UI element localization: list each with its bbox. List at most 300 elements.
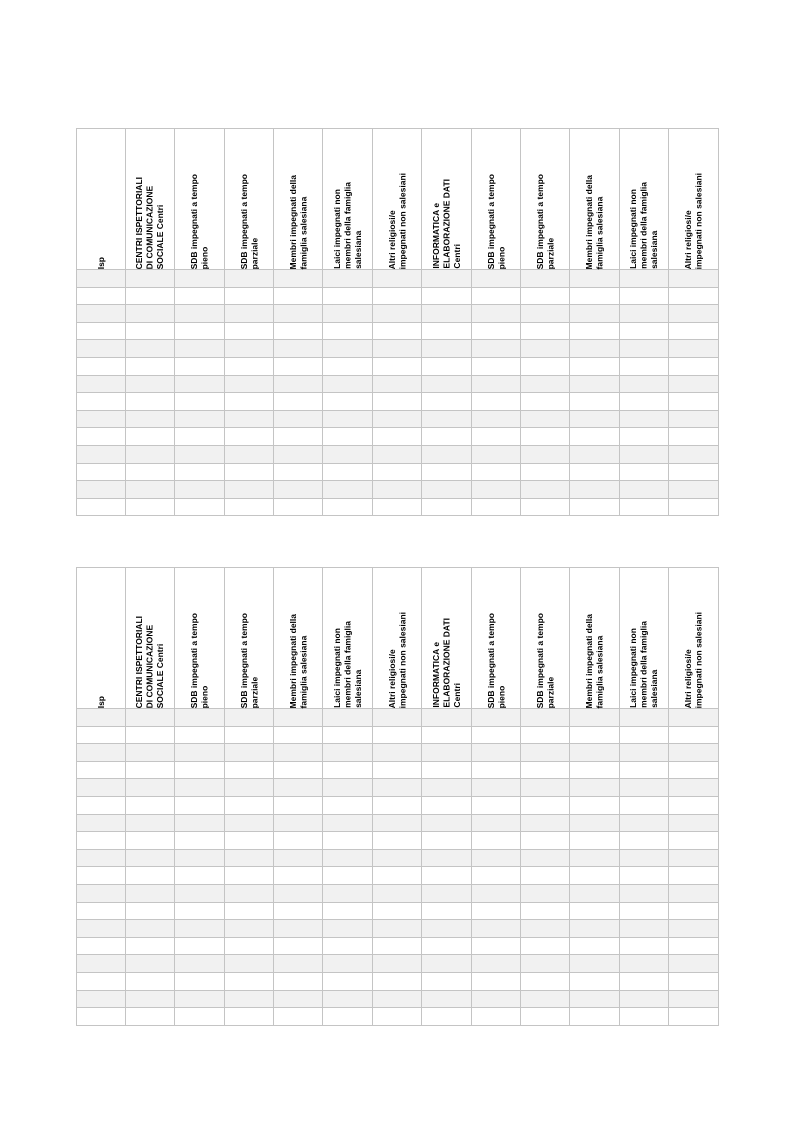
table-cell[interactable] — [373, 340, 422, 358]
table-cell[interactable] — [323, 305, 373, 323]
table-cell[interactable] — [323, 761, 373, 779]
table-cell[interactable] — [225, 322, 274, 340]
table-cell[interactable] — [225, 1008, 274, 1026]
table-cell[interactable] — [521, 814, 570, 832]
table-cell[interactable] — [422, 393, 472, 411]
table-cell[interactable] — [570, 814, 620, 832]
table-cell[interactable] — [175, 357, 225, 375]
table-cell[interactable] — [77, 481, 126, 499]
table-cell[interactable] — [570, 1008, 620, 1026]
table-cell[interactable] — [323, 410, 373, 428]
table-cell[interactable] — [373, 481, 422, 499]
table-cell[interactable] — [570, 796, 620, 814]
table-cell[interactable] — [472, 305, 521, 323]
table-cell[interactable] — [669, 902, 719, 920]
table-cell[interactable] — [521, 884, 570, 902]
table-cell[interactable] — [472, 428, 521, 446]
table-cell[interactable] — [422, 990, 472, 1008]
table-cell[interactable] — [422, 937, 472, 955]
table-cell[interactable] — [274, 761, 323, 779]
table-cell[interactable] — [274, 410, 323, 428]
table-cell[interactable] — [323, 955, 373, 973]
table-cell[interactable] — [669, 270, 719, 288]
table-cell[interactable] — [570, 287, 620, 305]
table-cell[interactable] — [620, 814, 669, 832]
table-cell[interactable] — [570, 779, 620, 797]
table-cell[interactable] — [669, 375, 719, 393]
table-cell[interactable] — [323, 726, 373, 744]
table-cell[interactable] — [274, 287, 323, 305]
table-cell[interactable] — [521, 270, 570, 288]
table-cell[interactable] — [126, 463, 175, 481]
table-cell[interactable] — [77, 920, 126, 938]
table-cell[interactable] — [521, 322, 570, 340]
table-cell[interactable] — [521, 393, 570, 411]
table-cell[interactable] — [570, 375, 620, 393]
table-cell[interactable] — [422, 814, 472, 832]
table-cell[interactable] — [422, 375, 472, 393]
table-cell[interactable] — [225, 796, 274, 814]
table-cell[interactable] — [77, 867, 126, 885]
table-cell[interactable] — [225, 393, 274, 411]
table-cell[interactable] — [669, 393, 719, 411]
table-cell[interactable] — [669, 428, 719, 446]
table-cell[interactable] — [570, 322, 620, 340]
table-cell[interactable] — [126, 1008, 175, 1026]
table-cell[interactable] — [77, 393, 126, 411]
table-cell[interactable] — [373, 884, 422, 902]
table-cell[interactable] — [373, 305, 422, 323]
table-cell[interactable] — [472, 920, 521, 938]
table-cell[interactable] — [373, 709, 422, 727]
table-cell[interactable] — [274, 937, 323, 955]
table-cell[interactable] — [570, 357, 620, 375]
table-cell[interactable] — [323, 849, 373, 867]
table-cell[interactable] — [175, 814, 225, 832]
table-cell[interactable] — [422, 709, 472, 727]
table-cell[interactable] — [472, 375, 521, 393]
table-cell[interactable] — [422, 726, 472, 744]
table-cell[interactable] — [323, 463, 373, 481]
table-cell[interactable] — [77, 990, 126, 1008]
table-cell[interactable] — [422, 428, 472, 446]
table-cell[interactable] — [570, 990, 620, 1008]
table-cell[interactable] — [225, 270, 274, 288]
table-cell[interactable] — [126, 340, 175, 358]
table-cell[interactable] — [77, 463, 126, 481]
table-cell[interactable] — [373, 955, 422, 973]
table-cell[interactable] — [225, 990, 274, 1008]
table-cell[interactable] — [323, 990, 373, 1008]
table-cell[interactable] — [225, 463, 274, 481]
table-cell[interactable] — [620, 726, 669, 744]
table-cell[interactable] — [521, 305, 570, 323]
table-cell[interactable] — [373, 410, 422, 428]
table-cell[interactable] — [126, 375, 175, 393]
table-cell[interactable] — [669, 937, 719, 955]
table-cell[interactable] — [669, 481, 719, 499]
table-cell[interactable] — [422, 796, 472, 814]
table-cell[interactable] — [669, 832, 719, 850]
table-cell[interactable] — [77, 1008, 126, 1026]
table-cell[interactable] — [570, 832, 620, 850]
table-cell[interactable] — [175, 955, 225, 973]
table-cell[interactable] — [669, 920, 719, 938]
table-cell[interactable] — [472, 726, 521, 744]
table-cell[interactable] — [373, 867, 422, 885]
table-cell[interactable] — [274, 867, 323, 885]
table-cell[interactable] — [422, 357, 472, 375]
table-cell[interactable] — [225, 709, 274, 727]
table-cell[interactable] — [77, 287, 126, 305]
table-cell[interactable] — [422, 305, 472, 323]
table-cell[interactable] — [472, 322, 521, 340]
table-cell[interactable] — [274, 884, 323, 902]
table-cell[interactable] — [77, 445, 126, 463]
table-cell[interactable] — [373, 779, 422, 797]
table-cell[interactable] — [669, 357, 719, 375]
table-cell[interactable] — [472, 867, 521, 885]
table-cell[interactable] — [373, 270, 422, 288]
table-cell[interactable] — [570, 428, 620, 446]
table-cell[interactable] — [225, 779, 274, 797]
table-cell[interactable] — [77, 305, 126, 323]
table-cell[interactable] — [521, 1008, 570, 1026]
table-cell[interactable] — [274, 744, 323, 762]
table-cell[interactable] — [422, 761, 472, 779]
table-cell[interactable] — [570, 726, 620, 744]
table-cell[interactable] — [669, 1008, 719, 1026]
table-cell[interactable] — [422, 849, 472, 867]
table-cell[interactable] — [472, 849, 521, 867]
table-cell[interactable] — [620, 902, 669, 920]
table-cell[interactable] — [669, 955, 719, 973]
table-cell[interactable] — [472, 972, 521, 990]
table-cell[interactable] — [126, 305, 175, 323]
table-cell[interactable] — [225, 902, 274, 920]
table-cell[interactable] — [570, 902, 620, 920]
table-cell[interactable] — [323, 375, 373, 393]
table-cell[interactable] — [570, 445, 620, 463]
table-cell[interactable] — [274, 972, 323, 990]
table-cell[interactable] — [620, 393, 669, 411]
table-cell[interactable] — [126, 410, 175, 428]
table-cell[interactable] — [323, 1008, 373, 1026]
table-cell[interactable] — [620, 796, 669, 814]
table-cell[interactable] — [175, 972, 225, 990]
table-cell[interactable] — [77, 744, 126, 762]
table-cell[interactable] — [126, 937, 175, 955]
table-cell[interactable] — [373, 357, 422, 375]
table-cell[interactable] — [225, 410, 274, 428]
table-cell[interactable] — [274, 357, 323, 375]
table-cell[interactable] — [274, 322, 323, 340]
table-cell[interactable] — [620, 761, 669, 779]
table-cell[interactable] — [175, 779, 225, 797]
table-cell[interactable] — [77, 884, 126, 902]
table-cell[interactable] — [323, 884, 373, 902]
table-cell[interactable] — [620, 937, 669, 955]
table-cell[interactable] — [175, 410, 225, 428]
table-cell[interactable] — [274, 393, 323, 411]
table-cell[interactable] — [472, 902, 521, 920]
table-cell[interactable] — [323, 832, 373, 850]
table-cell[interactable] — [570, 410, 620, 428]
table-cell[interactable] — [422, 744, 472, 762]
table-cell[interactable] — [570, 744, 620, 762]
table-cell[interactable] — [521, 287, 570, 305]
table-cell[interactable] — [175, 340, 225, 358]
table-cell[interactable] — [422, 902, 472, 920]
table-cell[interactable] — [620, 322, 669, 340]
table-cell[interactable] — [77, 709, 126, 727]
table-cell[interactable] — [373, 937, 422, 955]
table-cell[interactable] — [472, 357, 521, 375]
table-cell[interactable] — [225, 305, 274, 323]
table-cell[interactable] — [323, 287, 373, 305]
table-cell[interactable] — [521, 796, 570, 814]
table-cell[interactable] — [77, 270, 126, 288]
table-cell[interactable] — [126, 270, 175, 288]
table-cell[interactable] — [422, 955, 472, 973]
table-cell[interactable] — [422, 884, 472, 902]
table-cell[interactable] — [373, 375, 422, 393]
table-cell[interactable] — [521, 761, 570, 779]
table-cell[interactable] — [373, 1008, 422, 1026]
table-cell[interactable] — [521, 832, 570, 850]
table-cell[interactable] — [570, 920, 620, 938]
table-cell[interactable] — [620, 463, 669, 481]
table-cell[interactable] — [274, 1008, 323, 1026]
table-cell[interactable] — [175, 498, 225, 516]
table-cell[interactable] — [472, 709, 521, 727]
table-cell[interactable] — [175, 884, 225, 902]
table-cell[interactable] — [175, 744, 225, 762]
table-cell[interactable] — [225, 744, 274, 762]
table-cell[interactable] — [126, 867, 175, 885]
table-cell[interactable] — [472, 814, 521, 832]
table-cell[interactable] — [126, 849, 175, 867]
table-cell[interactable] — [521, 902, 570, 920]
table-cell[interactable] — [323, 481, 373, 499]
table-cell[interactable] — [274, 814, 323, 832]
table-cell[interactable] — [77, 937, 126, 955]
table-cell[interactable] — [175, 937, 225, 955]
table-cell[interactable] — [373, 761, 422, 779]
table-cell[interactable] — [669, 709, 719, 727]
table-cell[interactable] — [77, 972, 126, 990]
table-cell[interactable] — [77, 796, 126, 814]
table-cell[interactable] — [126, 393, 175, 411]
table-cell[interactable] — [77, 955, 126, 973]
table-cell[interactable] — [225, 955, 274, 973]
table-cell[interactable] — [669, 744, 719, 762]
table-cell[interactable] — [373, 744, 422, 762]
table-cell[interactable] — [77, 726, 126, 744]
table-cell[interactable] — [669, 726, 719, 744]
table-cell[interactable] — [521, 357, 570, 375]
table-cell[interactable] — [126, 779, 175, 797]
table-cell[interactable] — [373, 902, 422, 920]
table-cell[interactable] — [323, 920, 373, 938]
table-cell[interactable] — [521, 445, 570, 463]
table-cell[interactable] — [570, 498, 620, 516]
table-cell[interactable] — [422, 920, 472, 938]
table-cell[interactable] — [521, 867, 570, 885]
table-cell[interactable] — [472, 270, 521, 288]
table-cell[interactable] — [175, 990, 225, 1008]
table-cell[interactable] — [274, 463, 323, 481]
table-cell[interactable] — [570, 481, 620, 499]
table-cell[interactable] — [175, 902, 225, 920]
table-cell[interactable] — [175, 761, 225, 779]
table-cell[interactable] — [620, 990, 669, 1008]
table-cell[interactable] — [422, 832, 472, 850]
table-cell[interactable] — [620, 340, 669, 358]
table-cell[interactable] — [472, 779, 521, 797]
table-cell[interactable] — [225, 428, 274, 446]
table-cell[interactable] — [77, 849, 126, 867]
table-cell[interactable] — [521, 937, 570, 955]
table-cell[interactable] — [472, 340, 521, 358]
table-cell[interactable] — [669, 796, 719, 814]
table-cell[interactable] — [570, 884, 620, 902]
table-cell[interactable] — [126, 445, 175, 463]
table-cell[interactable] — [570, 955, 620, 973]
table-cell[interactable] — [570, 849, 620, 867]
table-cell[interactable] — [669, 761, 719, 779]
table-cell[interactable] — [669, 990, 719, 1008]
table-cell[interactable] — [620, 779, 669, 797]
table-cell[interactable] — [373, 990, 422, 1008]
table-cell[interactable] — [225, 920, 274, 938]
table-cell[interactable] — [323, 972, 373, 990]
table-cell[interactable] — [521, 849, 570, 867]
table-cell[interactable] — [175, 849, 225, 867]
table-cell[interactable] — [620, 428, 669, 446]
table-cell[interactable] — [274, 849, 323, 867]
table-cell[interactable] — [570, 972, 620, 990]
table-cell[interactable] — [620, 410, 669, 428]
table-cell[interactable] — [620, 972, 669, 990]
table-cell[interactable] — [373, 393, 422, 411]
table-cell[interactable] — [274, 498, 323, 516]
table-cell[interactable] — [77, 902, 126, 920]
table-cell[interactable] — [521, 463, 570, 481]
table-cell[interactable] — [570, 270, 620, 288]
table-cell[interactable] — [570, 937, 620, 955]
table-cell[interactable] — [323, 357, 373, 375]
table-cell[interactable] — [373, 726, 422, 744]
table-cell[interactable] — [570, 340, 620, 358]
table-cell[interactable] — [422, 463, 472, 481]
table-cell[interactable] — [669, 849, 719, 867]
table-cell[interactable] — [126, 832, 175, 850]
table-cell[interactable] — [274, 340, 323, 358]
table-cell[interactable] — [521, 498, 570, 516]
table-cell[interactable] — [225, 445, 274, 463]
table-cell[interactable] — [225, 481, 274, 499]
table-cell[interactable] — [472, 287, 521, 305]
table-cell[interactable] — [126, 796, 175, 814]
table-cell[interactable] — [570, 305, 620, 323]
table-cell[interactable] — [521, 779, 570, 797]
table-cell[interactable] — [225, 357, 274, 375]
table-cell[interactable] — [225, 726, 274, 744]
table-cell[interactable] — [669, 410, 719, 428]
table-cell[interactable] — [175, 393, 225, 411]
table-cell[interactable] — [323, 340, 373, 358]
table-cell[interactable] — [373, 445, 422, 463]
table-cell[interactable] — [323, 796, 373, 814]
table-cell[interactable] — [274, 481, 323, 499]
table-cell[interactable] — [422, 779, 472, 797]
table-cell[interactable] — [373, 972, 422, 990]
table-cell[interactable] — [620, 832, 669, 850]
table-cell[interactable] — [126, 761, 175, 779]
table-cell[interactable] — [126, 884, 175, 902]
table-cell[interactable] — [175, 270, 225, 288]
table-cell[interactable] — [373, 287, 422, 305]
table-cell[interactable] — [620, 1008, 669, 1026]
table-cell[interactable] — [225, 814, 274, 832]
table-cell[interactable] — [77, 340, 126, 358]
table-cell[interactable] — [521, 428, 570, 446]
table-cell[interactable] — [422, 410, 472, 428]
table-cell[interactable] — [620, 744, 669, 762]
table-cell[interactable] — [225, 937, 274, 955]
table-cell[interactable] — [422, 322, 472, 340]
table-cell[interactable] — [274, 990, 323, 1008]
table-cell[interactable] — [669, 463, 719, 481]
table-cell[interactable] — [77, 779, 126, 797]
table-cell[interactable] — [472, 463, 521, 481]
table-cell[interactable] — [472, 937, 521, 955]
table-cell[interactable] — [373, 463, 422, 481]
table-cell[interactable] — [323, 270, 373, 288]
table-cell[interactable] — [274, 902, 323, 920]
table-cell[interactable] — [669, 445, 719, 463]
table-cell[interactable] — [225, 761, 274, 779]
table-cell[interactable] — [570, 867, 620, 885]
table-cell[interactable] — [126, 972, 175, 990]
table-cell[interactable] — [620, 709, 669, 727]
table-cell[interactable] — [77, 322, 126, 340]
table-cell[interactable] — [521, 972, 570, 990]
table-cell[interactable] — [620, 884, 669, 902]
table-cell[interactable] — [175, 832, 225, 850]
table-cell[interactable] — [274, 375, 323, 393]
table-cell[interactable] — [323, 744, 373, 762]
table-cell[interactable] — [422, 340, 472, 358]
table-cell[interactable] — [669, 814, 719, 832]
table-cell[interactable] — [175, 867, 225, 885]
table-cell[interactable] — [274, 955, 323, 973]
table-cell[interactable] — [274, 832, 323, 850]
table-cell[interactable] — [521, 340, 570, 358]
table-cell[interactable] — [422, 867, 472, 885]
table-cell[interactable] — [323, 814, 373, 832]
table-cell[interactable] — [570, 709, 620, 727]
table-cell[interactable] — [373, 498, 422, 516]
table-cell[interactable] — [620, 357, 669, 375]
table-cell[interactable] — [274, 796, 323, 814]
table-cell[interactable] — [669, 498, 719, 516]
table-cell[interactable] — [422, 445, 472, 463]
table-cell[interactable] — [126, 744, 175, 762]
table-cell[interactable] — [620, 481, 669, 499]
table-cell[interactable] — [620, 867, 669, 885]
